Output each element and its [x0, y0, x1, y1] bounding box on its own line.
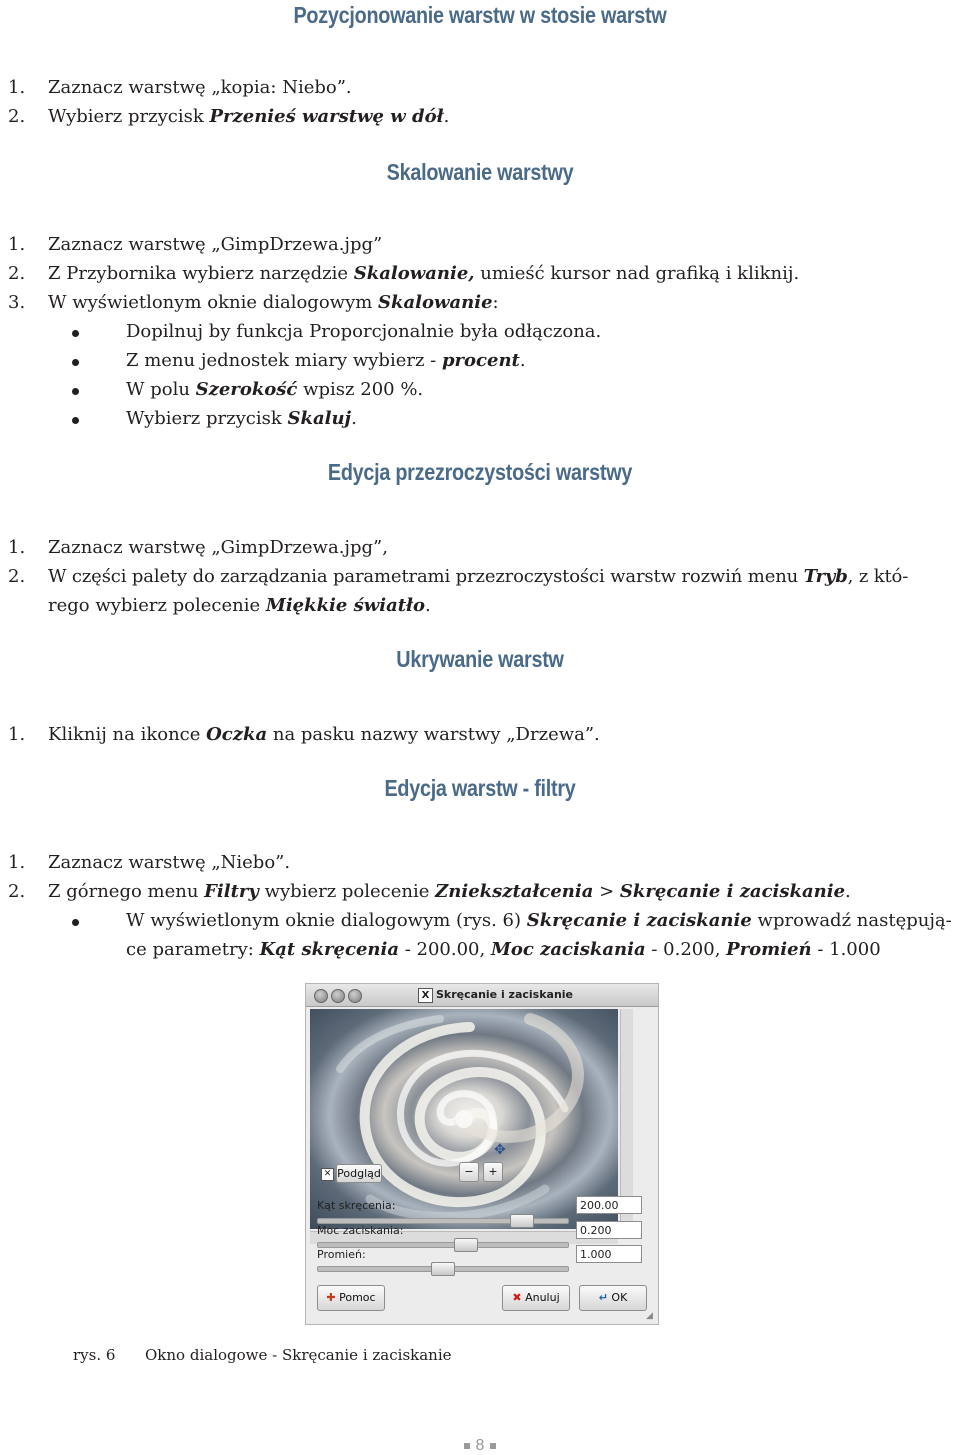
bullet-text-continued: ce parametry: Kąt skręcenia - 200.00, Moc zaciskania - 0.200, Promień - 1.000	[126, 939, 881, 960]
section-title-scaling: Skalowanie warstwy	[386, 159, 574, 185]
radius-field[interactable]: 1.000	[576, 1245, 642, 1263]
help-button-label: Pomoc	[339, 1291, 376, 1304]
preview-toggle-button[interactable]: Podgląd	[336, 1164, 382, 1183]
bullet	[72, 330, 79, 337]
section-title-positioning: Pozycjonowanie warstw w stosie warstw	[293, 2, 667, 28]
list-number: 1.	[8, 537, 26, 558]
page-number-marker	[464, 1443, 470, 1449]
pinch-amount-slider-thumb[interactable]	[454, 1238, 478, 1252]
help-button[interactable]	[317, 1285, 385, 1311]
preview-image	[310, 1009, 618, 1229]
dialog-titlebar	[306, 984, 658, 1007]
pinch-amount-label: Moc zaciskania:	[317, 1224, 404, 1237]
list-number: 1.	[8, 724, 26, 745]
ok-button-label: OK	[611, 1291, 628, 1304]
cancel-button-label: Anuluj	[525, 1291, 560, 1304]
bullet	[72, 388, 79, 395]
figure-ref: rys. 6	[73, 1346, 116, 1364]
radius-slider[interactable]	[317, 1266, 569, 1272]
close-window-icon[interactable]	[314, 989, 328, 1003]
page-number-value: 8	[475, 1437, 485, 1454]
twist-angle-slider-thumb[interactable]	[510, 1214, 534, 1228]
page-number	[0, 1437, 960, 1455]
bullet	[72, 919, 79, 926]
list-number: 2.	[8, 566, 26, 587]
twist-angle-field[interactable]: 200.00	[576, 1196, 642, 1214]
x11-app-icon: X	[418, 988, 433, 1003]
section-title-filters: Edycja warstw - filtry	[384, 775, 576, 801]
bullet	[72, 417, 79, 424]
list-number: 3.	[8, 292, 26, 313]
step-text: Zaznacz warstwę „kopia: Niebo”.	[48, 77, 352, 98]
section-title-hiding: Ukrywanie warstw	[396, 646, 564, 672]
step-text: Wybierz przycisk Przenieś warstwę w dół.	[48, 106, 450, 127]
bullet-text: Wybierz przycisk Skaluj.	[126, 408, 357, 429]
move-navigation-icon[interactable]: ✥	[494, 1142, 506, 1158]
step-text: Zaznacz warstwę „GimpDrzewa.jpg”,	[48, 537, 388, 558]
zoom-out-icon[interactable]: −	[459, 1162, 479, 1182]
twist-angle-label: Kąt skręcenia:	[317, 1199, 396, 1212]
list-number: 1.	[8, 77, 26, 98]
cancel-button[interactable]	[502, 1285, 570, 1311]
bullet-text: Z menu jednostek miary wybierz - procent.	[126, 350, 526, 371]
help-icon: ✚	[326, 1291, 336, 1304]
cancel-icon: ✖	[512, 1291, 522, 1304]
step-text: Z Przybornika wybierz narzędzie Skalowanie, umieść kursor nad grafiką i kliknij.	[48, 263, 800, 284]
list-number: 2.	[8, 106, 26, 127]
step-text: W wyświetlonym oknie dialogowym Skalowanie:	[48, 292, 499, 313]
list-number: 2.	[8, 263, 26, 284]
dialog-title: Skręcanie i zaciskanie	[436, 988, 574, 1001]
bullet	[72, 359, 79, 366]
bullet-text: Dopilnuj by funkcja Proporcjonalnie była odłączona.	[126, 321, 602, 342]
ok-button[interactable]	[579, 1285, 647, 1311]
list-number: 1.	[8, 852, 26, 873]
list-number: 1.	[8, 234, 26, 255]
minimize-window-icon[interactable]	[331, 989, 345, 1003]
swirl-image	[310, 1009, 618, 1229]
radius-label: Promień:	[317, 1248, 366, 1261]
figure-caption: Okno dialogowe - Skręcanie i zaciskanie	[145, 1346, 452, 1364]
preview-checkbox[interactable]: ✕	[321, 1168, 334, 1181]
resize-grip-icon[interactable]: ◢	[646, 1311, 653, 1321]
step-text: Z górnego menu Filtry wybierz polecenie Zniekształcenia > Skręcanie i zaciskanie.	[48, 881, 851, 902]
bullet-text: W wyświetlonym oknie dialogowym (rys. 6) Skręcanie i zaciskanie wprowadź następują-	[126, 910, 952, 931]
section-title-opacity: Edycja przezroczystości warstwy	[327, 459, 633, 485]
step-text-continued: rego wybierz polecenie Miękkie światło.	[48, 595, 431, 616]
page-number-marker	[490, 1443, 496, 1449]
radius-slider-thumb[interactable]	[431, 1262, 455, 1276]
maximize-window-icon[interactable]	[348, 989, 362, 1003]
step-text: Zaznacz warstwę „GimpDrzewa.jpg”	[48, 234, 383, 255]
zoom-in-icon[interactable]: +	[483, 1162, 503, 1182]
bullet-text: W polu Szerokość wpisz 200 %.	[126, 379, 424, 400]
ok-arrow-icon: ↵	[598, 1291, 608, 1304]
twist-pinch-dialog	[305, 983, 659, 1325]
pinch-amount-field[interactable]: 0.200	[576, 1221, 642, 1239]
step-text: Zaznacz warstwę „Niebo”.	[48, 852, 291, 873]
step-text: W części palety do zarządzania parametrami przezroczystości warstw rozwiń menu Tryb, z któ-	[48, 566, 909, 587]
step-text: Kliknij na ikonce Oczka na pasku nazwy warstwy „Drzewa”.	[48, 724, 600, 745]
list-number: 2.	[8, 881, 26, 902]
